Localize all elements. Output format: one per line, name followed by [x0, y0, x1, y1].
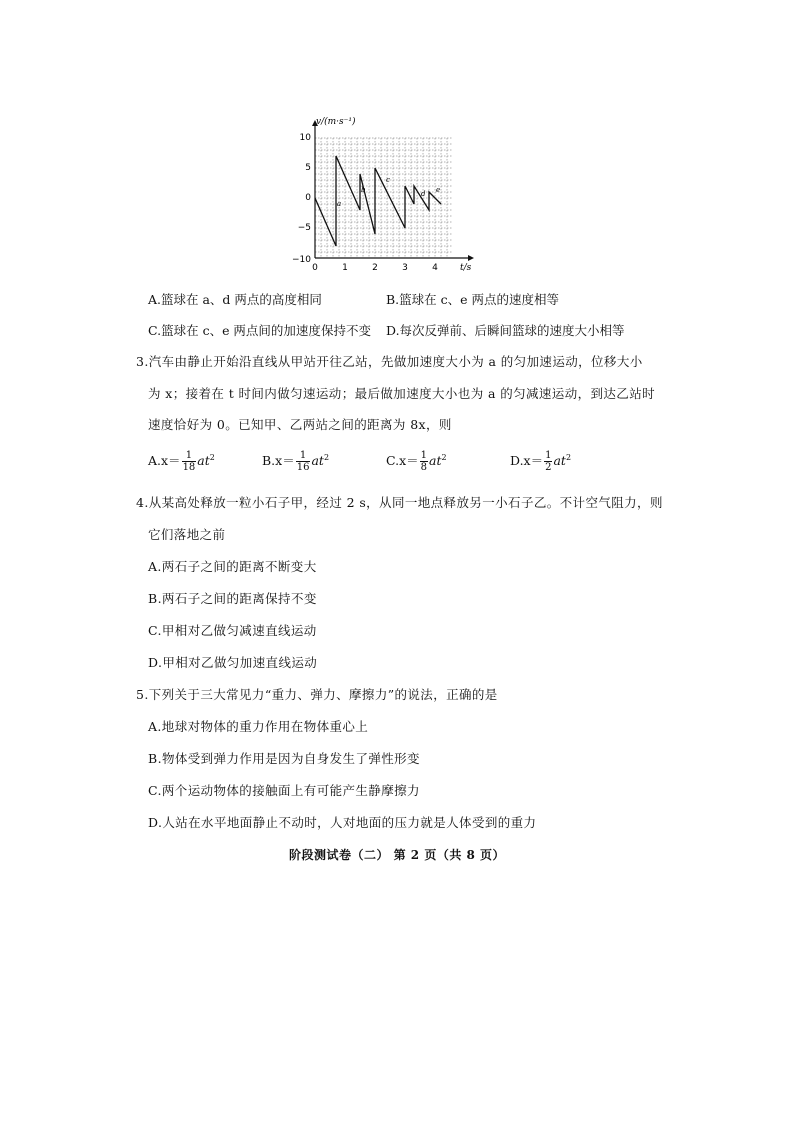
q5-option-c: C.两个运动物体的接触面上有可能产生静摩擦力: [148, 783, 420, 798]
velocity-time-graph: [290, 112, 490, 272]
fraction: $\frac{1}{8}$: [420, 450, 428, 473]
q2-option-c: C.篮球在 c、e 两点间的加速度保持不变: [148, 323, 371, 338]
exponent: 2: [565, 452, 572, 462]
point-label-c: c: [386, 176, 390, 184]
q5-stem-line-1: 5.下列关于三大常见力“重力、弹力、摩擦力”的说法，正确的是: [136, 687, 498, 702]
series-line: [315, 156, 441, 246]
exponent: 2: [441, 452, 447, 462]
exponent: 2: [209, 452, 215, 462]
term: at: [553, 453, 566, 468]
q4-stem-line-2: 它们落地之前: [148, 527, 226, 542]
q5-option-b: B.物体受到弹力作用是因为自身发生了弹性形变: [148, 751, 420, 766]
option-prefix: A.x＝: [148, 453, 181, 468]
q2-option-a: A.篮球在 a、d 两点的高度相同: [148, 292, 322, 307]
q3-option-d: [510, 450, 571, 473]
option-prefix: B.x＝: [262, 453, 295, 468]
q4-option-d: D.甲相对乙做匀加速直线运动: [148, 655, 318, 670]
term: at: [311, 453, 324, 468]
x-axis-arrow: [468, 255, 474, 261]
x-axis-label: t/s: [460, 263, 472, 272]
page-footer: 阶段测试卷（二） 第 2 页（共 8 页）: [288, 848, 506, 862]
point-label-b: b: [361, 186, 366, 194]
option-prefix: D.x＝: [510, 453, 544, 468]
y-axis-label: v/(m·s⁻¹): [316, 117, 356, 127]
point-label-e: e: [436, 186, 441, 194]
q2-option-b: B.篮球在 c、e 两点的速度相等: [386, 292, 560, 307]
q4-option-b: B.两石子之间的距离保持不变: [148, 591, 317, 606]
q3-option-a: [148, 450, 215, 473]
fraction: $\frac{1}{2}$: [545, 450, 552, 473]
q2-option-d: D.每次反弹前、后瞬间篮球的速度大小相等: [386, 323, 625, 338]
term: at: [429, 453, 442, 468]
point-label-a: a: [337, 200, 342, 208]
y-tick-label: 0: [305, 193, 311, 203]
q3-stem-line-1: 3.汽车由静止开始沿直线从甲站开往乙站，先做加速度大小为 a 的匀加速运动，位移大小: [136, 354, 643, 369]
x-tick-label: 4: [432, 263, 438, 272]
x-tick-label: 3: [402, 263, 408, 272]
q3-stem-line-2: 为 x；接着在 t 时间内做匀速运动；最后做加速度大小也为 a 的匀减速运动，到达乙站时: [148, 386, 655, 401]
q5-option-a: A.地球对物体的重力作用在物体重心上: [148, 719, 369, 734]
option-prefix: C.x＝: [386, 453, 419, 468]
q3-stem-line-3: 速度恰好为 0。已知甲、乙两站之间的距离为 8x，则: [148, 417, 452, 432]
velocity-series: [315, 156, 441, 246]
term: at: [197, 453, 210, 468]
exponent: 2: [323, 452, 330, 462]
x-tick-label: 1: [342, 263, 348, 272]
fraction: $\frac{1}{16}$: [296, 450, 310, 473]
y-tick-label: −5: [297, 223, 311, 233]
x-tick-label: 0: [312, 263, 318, 272]
y-tick-label: 10: [299, 133, 311, 143]
fraction: $\frac{1}{18}$: [182, 450, 196, 473]
q3-option-c: [386, 450, 447, 473]
y-tick-label: 5: [305, 163, 311, 173]
q4-option-c: C.甲相对乙做匀减速直线运动: [148, 623, 317, 638]
x-tick-label: 2: [372, 263, 378, 272]
y-tick-label: −10: [292, 255, 311, 265]
q5-option-d: D.人站在水平地面静止不动时，人对地面的压力就是人体受到的重力: [148, 815, 537, 830]
q4-stem-line-1: 4.从某高处释放一粒小石子甲，经过 2 s，从同一地点释放另一小石子乙。不计空气阻力，则: [136, 495, 663, 510]
point-label-d: d: [421, 190, 426, 198]
q4-option-a: A.两石子之间的距离不断变大: [148, 559, 317, 574]
q3-option-b: [262, 450, 329, 473]
